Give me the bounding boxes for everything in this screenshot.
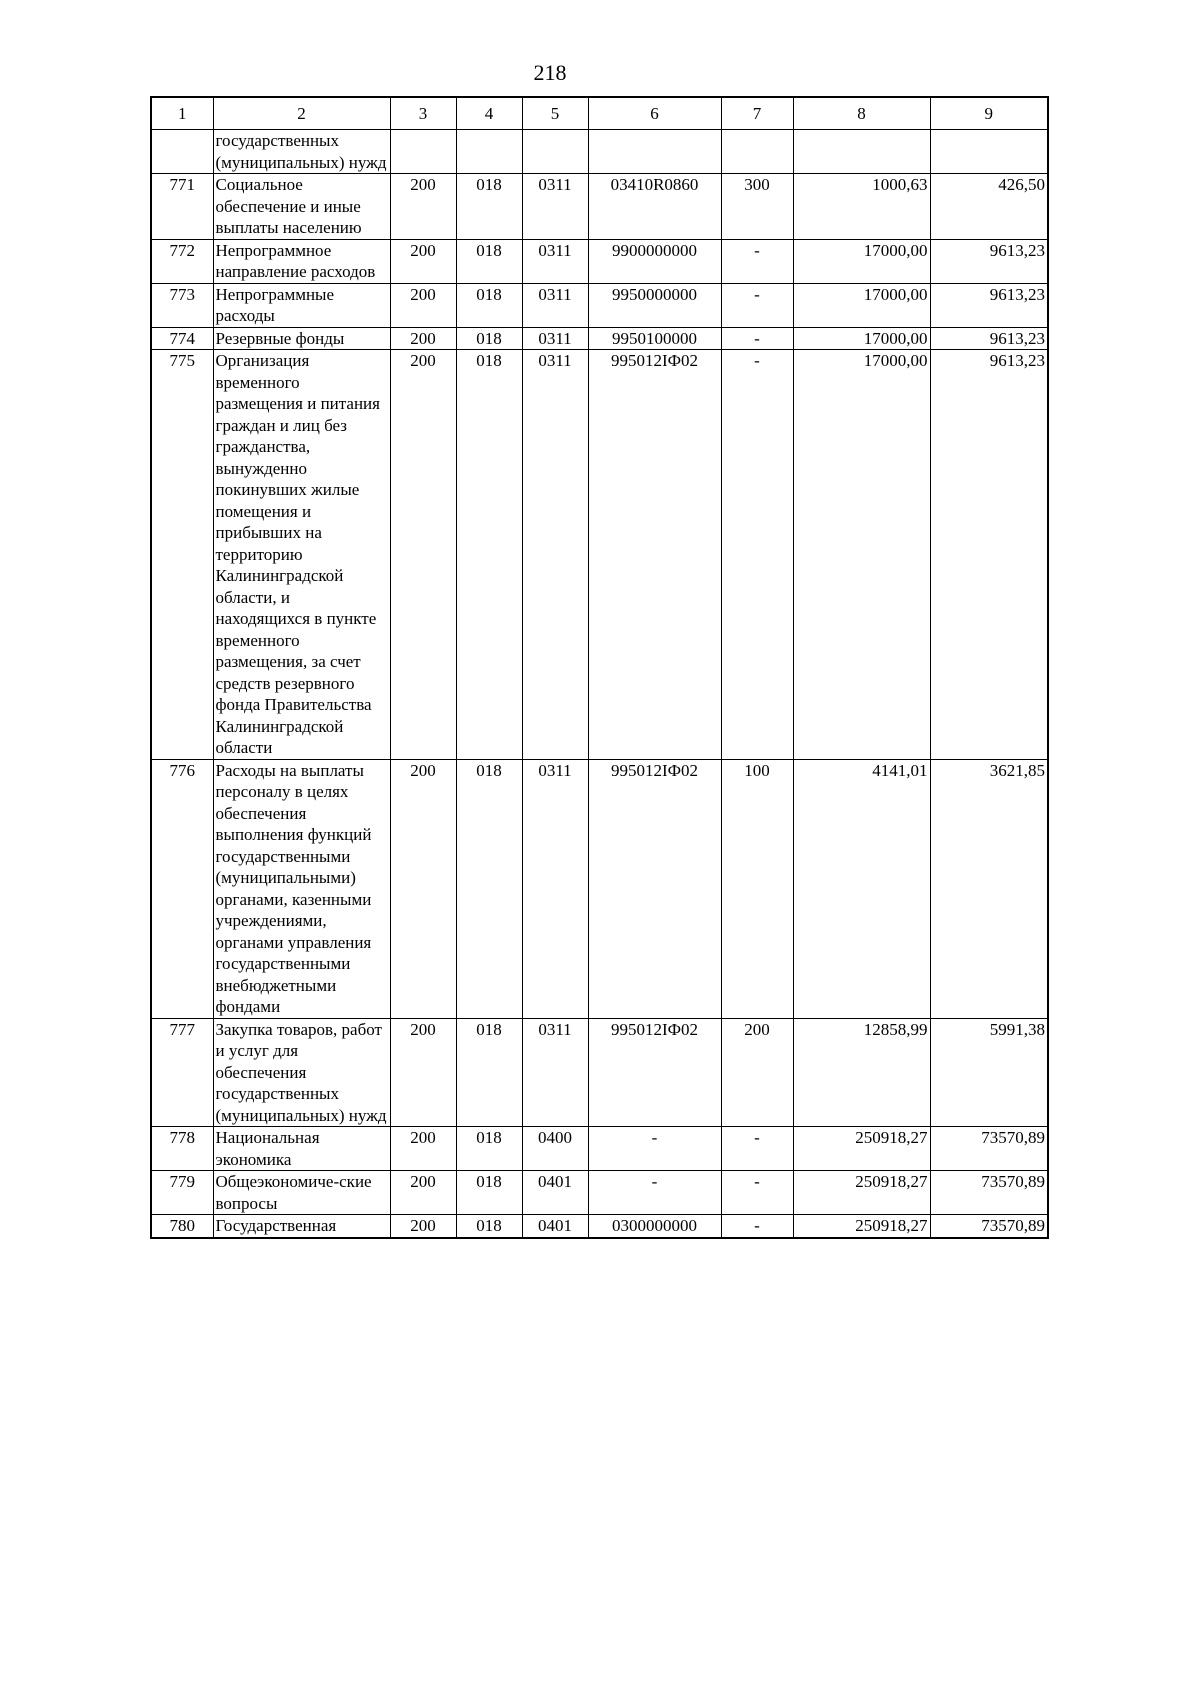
target-code: 03410R0860 bbox=[588, 174, 721, 240]
code-col-3: 200 bbox=[390, 1018, 456, 1127]
column-header: 7 bbox=[721, 97, 793, 130]
code-col-3: 200 bbox=[390, 327, 456, 350]
amount-col-8 bbox=[793, 130, 930, 174]
code-col-5: 0311 bbox=[522, 350, 588, 760]
amount-col-9: 9613,23 bbox=[930, 327, 1048, 350]
expense-type: - bbox=[721, 1171, 793, 1215]
code-col-4: 018 bbox=[456, 283, 522, 327]
budget-table bbox=[150, 96, 1049, 1239]
expense-type: 100 bbox=[721, 759, 793, 1018]
amount-col-8: 4141,01 bbox=[793, 759, 930, 1018]
column-header: 8 bbox=[793, 97, 930, 130]
column-header: 5 bbox=[522, 97, 588, 130]
row-number: 779 bbox=[151, 1171, 213, 1215]
code-col-3: 200 bbox=[390, 283, 456, 327]
expense-type: - bbox=[721, 1215, 793, 1238]
code-col-5: 0311 bbox=[522, 327, 588, 350]
amount-col-9: 5991,38 bbox=[930, 1018, 1048, 1127]
row-number: 778 bbox=[151, 1127, 213, 1171]
expense-type: 200 bbox=[721, 1018, 793, 1127]
table-row bbox=[151, 1215, 1048, 1238]
amount-col-8: 250918,27 bbox=[793, 1171, 930, 1215]
amount-col-9: 73570,89 bbox=[930, 1127, 1048, 1171]
target-code: 995012IФ02 bbox=[588, 759, 721, 1018]
row-name: Резервные фонды bbox=[213, 327, 390, 350]
table-row bbox=[151, 174, 1048, 240]
target-code: - bbox=[588, 1171, 721, 1215]
code-col-4: 018 bbox=[456, 1215, 522, 1238]
code-col-5: 0311 bbox=[522, 759, 588, 1018]
amount-col-9: 9613,23 bbox=[930, 283, 1048, 327]
expense-type: - bbox=[721, 283, 793, 327]
target-code: 995012IФ02 bbox=[588, 350, 721, 760]
table-row bbox=[151, 283, 1048, 327]
row-name: Расходы на выплаты персоналу в целях обеспечения выполнения функций государственными (муниципальными) органами, казенными учреждениями, органами управления государственными внебюджетными фондами bbox=[213, 759, 390, 1018]
page-number: 218 bbox=[533, 60, 567, 85]
column-header: 6 bbox=[588, 97, 721, 130]
row-name: Непрограммное направление расходов bbox=[213, 239, 390, 283]
code-col-4: 018 bbox=[456, 174, 522, 240]
code-col-5: 0401 bbox=[522, 1171, 588, 1215]
row-name: Общеэкономиче-ские вопросы bbox=[213, 1171, 390, 1215]
row-name: Организация временного размещения и питания граждан и лиц без гражданства, вынужденно покинувших жилые помещения и прибывших на территорию Калининградской области, и находящихся в пункте временного размещения, за счет средств резервного фонда Правительства Калининградской области bbox=[213, 350, 390, 760]
row-number bbox=[151, 130, 213, 174]
table-row bbox=[151, 130, 1048, 174]
code-col-5: 0311 bbox=[522, 1018, 588, 1127]
row-number: 773 bbox=[151, 283, 213, 327]
target-code: 995012IФ02 bbox=[588, 1018, 721, 1127]
target-code: 0300000000 bbox=[588, 1215, 721, 1238]
column-header: 1 bbox=[151, 97, 213, 130]
amount-col-9: 9613,23 bbox=[930, 239, 1048, 283]
code-col-5: 0311 bbox=[522, 239, 588, 283]
code-col-4: 018 bbox=[456, 350, 522, 760]
expense-type bbox=[721, 130, 793, 174]
amount-col-9: 3621,85 bbox=[930, 759, 1048, 1018]
row-name: Непрограммные расходы bbox=[213, 283, 390, 327]
expense-type: - bbox=[721, 350, 793, 760]
code-col-3: 200 bbox=[390, 350, 456, 760]
row-number: 777 bbox=[151, 1018, 213, 1127]
row-name: Государственная bbox=[213, 1215, 390, 1238]
row-number: 772 bbox=[151, 239, 213, 283]
column-header: 3 bbox=[390, 97, 456, 130]
table-row bbox=[151, 1127, 1048, 1171]
row-name: Национальная экономика bbox=[213, 1127, 390, 1171]
code-col-4: 018 bbox=[456, 1171, 522, 1215]
amount-col-9 bbox=[930, 130, 1048, 174]
table-row bbox=[151, 327, 1048, 350]
table-row bbox=[151, 239, 1048, 283]
code-col-4 bbox=[456, 130, 522, 174]
code-col-3 bbox=[390, 130, 456, 174]
amount-col-9: 73570,89 bbox=[930, 1215, 1048, 1238]
amount-col-8: 1000,63 bbox=[793, 174, 930, 240]
code-col-3: 200 bbox=[390, 1127, 456, 1171]
table-row bbox=[151, 350, 1048, 760]
expense-type: 300 bbox=[721, 174, 793, 240]
code-col-4: 018 bbox=[456, 327, 522, 350]
column-header: 2 bbox=[213, 97, 390, 130]
target-code: - bbox=[588, 1127, 721, 1171]
row-number: 774 bbox=[151, 327, 213, 350]
code-col-4: 018 bbox=[456, 1127, 522, 1171]
amount-col-9: 9613,23 bbox=[930, 350, 1048, 760]
table-row bbox=[151, 1171, 1048, 1215]
expense-type: - bbox=[721, 327, 793, 350]
expense-type: - bbox=[721, 239, 793, 283]
code-col-4: 018 bbox=[456, 759, 522, 1018]
code-col-5: 0311 bbox=[522, 283, 588, 327]
code-col-4: 018 bbox=[456, 239, 522, 283]
amount-col-8: 17000,00 bbox=[793, 239, 930, 283]
target-code: 9950100000 bbox=[588, 327, 721, 350]
code-col-3: 200 bbox=[390, 1215, 456, 1238]
header-row bbox=[151, 97, 1048, 130]
column-header: 9 bbox=[930, 97, 1048, 130]
code-col-3: 200 bbox=[390, 174, 456, 240]
code-col-4: 018 bbox=[456, 1018, 522, 1127]
amount-col-8: 17000,00 bbox=[793, 327, 930, 350]
row-name: Социальное обеспечение и иные выплаты населению bbox=[213, 174, 390, 240]
amount-col-9: 426,50 bbox=[930, 174, 1048, 240]
amount-col-8: 17000,00 bbox=[793, 283, 930, 327]
code-col-3: 200 bbox=[390, 759, 456, 1018]
row-name: государственных (муниципальных) нужд bbox=[213, 130, 390, 174]
code-col-3: 200 bbox=[390, 1171, 456, 1215]
target-code: 9900000000 bbox=[588, 239, 721, 283]
code-col-5: 0401 bbox=[522, 1215, 588, 1238]
row-number: 776 bbox=[151, 759, 213, 1018]
code-col-5: 0400 bbox=[522, 1127, 588, 1171]
expense-type: - bbox=[721, 1127, 793, 1171]
row-name: Закупка товаров, работ и услуг для обеспечения государственных (муниципальных) нужд bbox=[213, 1018, 390, 1127]
table-row bbox=[151, 1018, 1048, 1127]
row-number: 771 bbox=[151, 174, 213, 240]
amount-col-8: 12858,99 bbox=[793, 1018, 930, 1127]
code-col-5 bbox=[522, 130, 588, 174]
amount-col-8: 17000,00 bbox=[793, 350, 930, 760]
code-col-3: 200 bbox=[390, 239, 456, 283]
row-number: 780 bbox=[151, 1215, 213, 1238]
target-code: 9950000000 bbox=[588, 283, 721, 327]
amount-col-8: 250918,27 bbox=[793, 1127, 930, 1171]
amount-col-8: 250918,27 bbox=[793, 1215, 930, 1238]
target-code bbox=[588, 130, 721, 174]
code-col-5: 0311 bbox=[522, 174, 588, 240]
column-header: 4 bbox=[456, 97, 522, 130]
amount-col-9: 73570,89 bbox=[930, 1171, 1048, 1215]
table-row bbox=[151, 759, 1048, 1018]
row-number: 775 bbox=[151, 350, 213, 760]
